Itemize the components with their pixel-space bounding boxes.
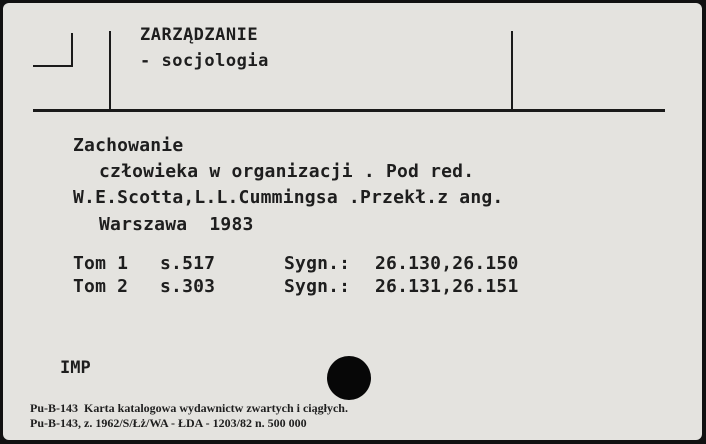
volume-1-label: Tom 1 [73,253,129,274]
punch-hole [327,356,371,400]
volume-2-pages: s.303 [160,276,216,297]
entry-editors: W.E.Scotta,L.L.Cummingsa .Przekł.z ang. [73,187,504,208]
entry-title-line1: Zachowanie [73,135,184,156]
entry-title-line2: człowieka w organizacji . Pod red. [99,161,475,182]
volume-1-pages: s.517 [160,253,216,274]
header-divider-right [511,31,513,111]
footer-line2: Pu-B-143, z. 1962/S/Łż/WA - ŁDA - 1203/82 n. 500 000 [30,416,307,430]
volume-1-sygn-label: Sygn.: [284,253,351,274]
subject-subheading: - socjologia [140,51,269,71]
corner-mark-horizontal [33,65,73,67]
stamp-imp: IMP [60,358,91,378]
volume-1-sygn: 26.130,26.150 [375,253,519,274]
footer-line1: Pu-B-143 Karta katalogowa wydawnictw zwartych i ciągłych. [30,401,348,415]
catalog-card [3,3,702,440]
entry-imprint: Warszawa 1983 [99,214,254,235]
volume-2-sygn-label: Sygn.: [284,276,351,297]
corner-mark-vertical [71,33,73,67]
header-rule [33,109,665,112]
volume-2-sygn: 26.131,26.151 [375,276,519,297]
header-divider-left [109,31,111,111]
subject-heading: ZARZĄDZANIE [140,25,259,45]
volume-2-label: Tom 2 [73,276,129,297]
